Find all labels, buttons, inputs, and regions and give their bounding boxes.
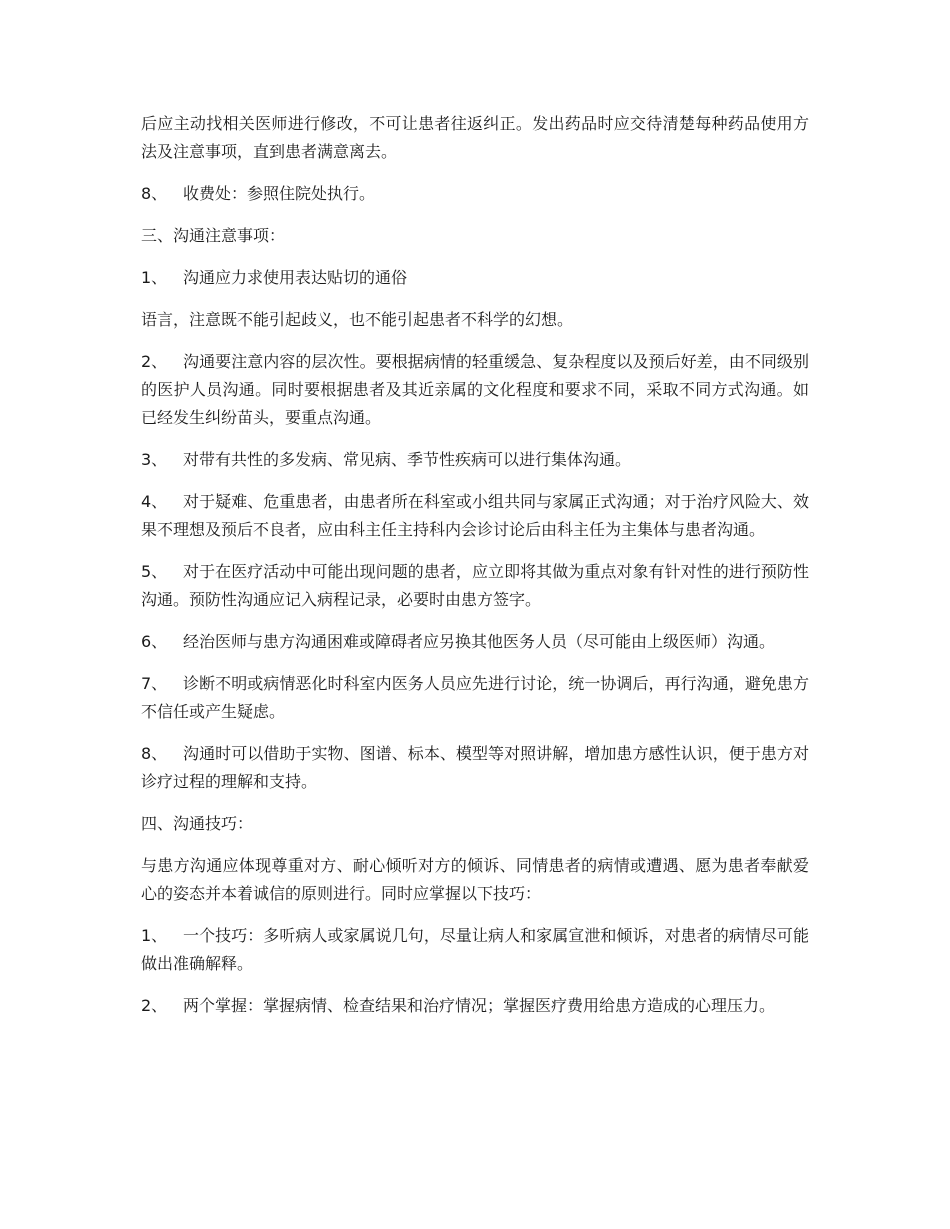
item-number: 2、: [141, 996, 168, 1015]
item-number: 1、: [141, 268, 168, 287]
list-item: [141, 348, 809, 432]
item-text: 对带有共性的多发病、常见病、季节性疾病可以进行集体沟通。: [183, 450, 632, 469]
item-number: 8、: [141, 744, 168, 763]
item-number: 7、: [141, 674, 168, 693]
item-number: 6、: [141, 632, 168, 651]
paragraph-text: 后应主动找相关医师进行修改，不可让患者往返纠正。发出药品时应交待清楚每种药品使用方法及注意事项，直到患者满意离去。: [141, 114, 809, 161]
heading-text: 四、沟通技巧：: [141, 814, 254, 833]
item-number: 2、: [141, 352, 168, 371]
list-item: [141, 488, 809, 544]
item-number: 8、: [141, 184, 168, 203]
item-text: 沟通时可以借助于实物、图谱、标本、模型等对照讲解，增加患方感性认识，便于患方对诊疗过程的理解和支持。: [141, 744, 809, 791]
paragraph-text: 语言，注意既不能引起歧义，也不能引起患者不科学的幻想。: [141, 310, 574, 329]
paragraph: [141, 852, 809, 908]
item-text: 两个掌握：掌握病情、检查结果和治疗情况；掌握医疗费用给患方造成的心理压力。: [183, 996, 776, 1015]
item-number: 5、: [141, 562, 168, 581]
item-text: 对于疑难、危重患者，由患者所在科室或小组共同与家属正式沟通；对于治疗风险大、效果不理想及预后不良者，应由科主任主持科内会诊讨论后由科主任为主集体与患者沟通。: [141, 492, 809, 539]
paragraph: [141, 110, 809, 166]
list-item: [141, 446, 809, 474]
item-text: 沟通要注意内容的层次性。要根据病情的轻重缓急、复杂程度以及预后好差，由不同级别的医护人员沟通。同时要根据患者及其近亲属的文化程度和要求不同，采取不同方式沟通。如已经发生纠纷苗头，要重点沟通。: [141, 352, 809, 427]
list-item: [141, 264, 809, 292]
paragraph: [141, 306, 809, 334]
item-text: 沟通应力求使用表达贴切的通俗: [183, 268, 408, 287]
paragraph-text: 与患方沟通应体现尊重对方、耐心倾听对方的倾诉、同情患者的病情或遭遇、愿为患者奉献爱心的姿态并本着诚信的原则进行。同时应掌握以下技巧：: [141, 856, 809, 903]
section-heading: [141, 222, 809, 250]
list-item: [141, 180, 809, 208]
item-text: 诊断不明或病情恶化时科室内医务人员应先进行讨论，统一协调后，再行沟通，避免患方不信任或产生疑虑。: [141, 674, 809, 721]
item-text: 对于在医疗活动中可能出现问题的患者，应立即将其做为重点对象有针对性的进行预防性沟通。预防性沟通应记入病程记录，必要时由患方签字。: [141, 562, 809, 609]
item-text: 经治医师与患方沟通困难或障碍者应另换其他医务人员（尽可能由上级医师）沟通。: [183, 632, 776, 651]
heading-text: 三、沟通注意事项：: [141, 226, 286, 245]
section-heading: [141, 810, 809, 838]
item-number: 1、: [141, 926, 168, 945]
list-item: [141, 558, 809, 614]
list-item: [141, 922, 809, 978]
list-item: [141, 628, 809, 656]
list-item: [141, 670, 809, 726]
list-item: [141, 740, 809, 796]
item-text: 一个技巧：多听病人或家属说几句，尽量让病人和家属宣泄和倾诉，对患者的病情尽可能做出准确解释。: [141, 926, 809, 973]
item-number: 3、: [141, 450, 168, 469]
document-body: [141, 110, 809, 1034]
list-item: [141, 992, 809, 1020]
item-number: 4、: [141, 492, 168, 511]
item-text: 收费处：参照住院处执行。: [183, 184, 376, 203]
